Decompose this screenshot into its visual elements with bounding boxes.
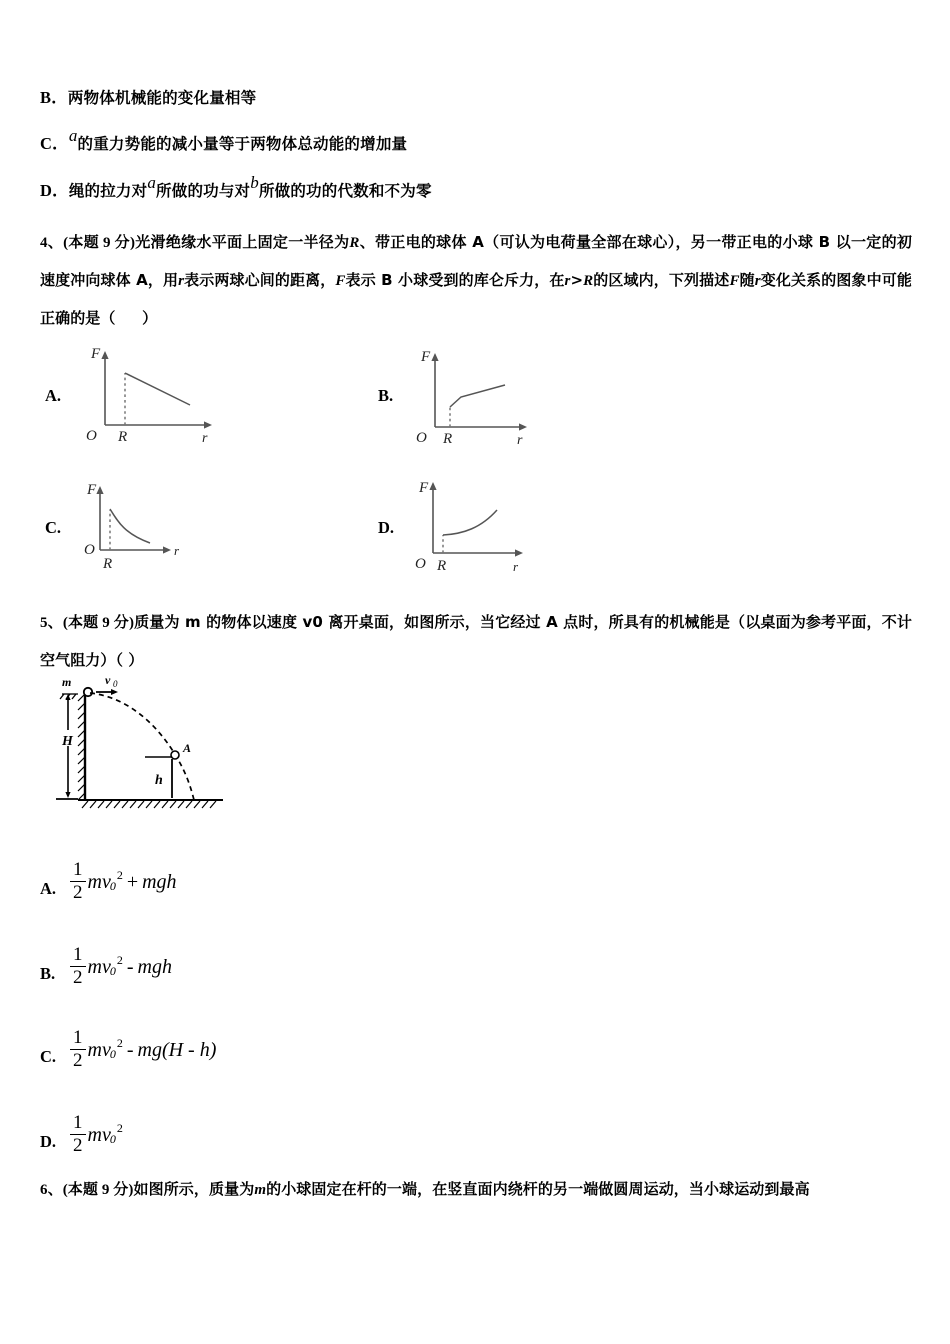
expr-subscript: 0: [109, 963, 116, 978]
svg-text:O: O: [84, 542, 95, 558]
svg-text:r: r: [517, 433, 523, 445]
option-d-text-before: 绳的拉力对: [68, 182, 148, 200]
graph-c-svg: [75, 478, 205, 573]
fraction-numerator: 1: [73, 859, 83, 881]
svg-text:v: v: [105, 673, 111, 687]
expr-superscript: 2: [116, 867, 123, 882]
option-c-text: 的重力势能的减小量等于两物体总动能的增加量: [77, 135, 408, 153]
expr-body: mv: [87, 955, 111, 978]
svg-text:A: A: [183, 741, 192, 755]
fraction-one-half: [70, 945, 86, 987]
question-4-stem: [40, 224, 912, 337]
q5-option-c-letter: C.: [40, 1047, 57, 1066]
expr-operator: -: [126, 1038, 134, 1061]
svg-text:F: F: [419, 480, 429, 496]
question-5-points: (本题 9 分): [62, 615, 135, 631]
expr-operator: +: [126, 870, 139, 893]
svg-text:0: 0: [113, 679, 118, 689]
question-6-number: 6、: [40, 1182, 63, 1198]
svg-text:h: h: [155, 773, 163, 788]
q5-option-d-letter: D.: [40, 1132, 57, 1151]
expr-tail: mg(H - h): [137, 1038, 217, 1061]
expr-superscript: 2: [116, 1035, 123, 1050]
expr-subscript: 0: [109, 878, 116, 893]
question-6-body: 如图所示，质量为m的小球固定在杆的一端，在竖直面内绕杆的另一端做圆周运动，当小球运动到最高: [133, 1180, 810, 1198]
q5-option-a-expression: [70, 861, 177, 903]
fraction-one-half: [70, 1113, 86, 1155]
svg-text:R: R: [103, 556, 113, 572]
svg-text:R: R: [118, 429, 128, 445]
fraction-one-half: [70, 860, 86, 902]
graph-option-c[interactable]: [75, 478, 205, 578]
svg-text:R: R: [443, 431, 453, 445]
svg-text:F: F: [91, 346, 101, 362]
fraction-denominator: 2: [70, 966, 86, 987]
q5-option-d-expression: [70, 1114, 123, 1156]
svg-text:r: r: [202, 431, 208, 445]
graph-d-svg: [405, 478, 540, 573]
expr-tail: mgh: [137, 955, 172, 978]
question-4-number: 4、: [40, 235, 64, 251]
expr-superscript: 2: [116, 952, 123, 967]
question-6-stem: [40, 1172, 912, 1207]
question-6-points: (本题 9 分): [62, 1182, 134, 1198]
option-d-text-after: 所做的功的代数和不为零: [258, 182, 432, 200]
svg-text:r: r: [513, 559, 519, 573]
question-5-body: 质量为 m 的物体以速度 v0 离开桌面，如图所示，当它经过 A 点时，所具有的机械能是（以桌面为参考平面，不计空气阻力）（ ）: [40, 613, 912, 669]
option-d-text-mid: 所做的功与对: [156, 182, 251, 200]
expr-body: mv: [87, 1038, 111, 1061]
expr-tail: mgh: [142, 870, 177, 893]
graph-option-b-letter[interactable]: B.: [378, 386, 394, 405]
svg-text:r: r: [174, 543, 180, 558]
question-4-points: (本题 9 分): [63, 235, 136, 251]
expr-subscript: 0: [109, 1046, 116, 1061]
q5-option-b-letter: B.: [40, 964, 56, 983]
question-4-body: 光滑绝缘水平面上固定一半径为R、带正电的球体 A（可认为电荷量全部在球心），另一带正电的小球 B 以一定的初速度冲向球体 A，用r表示两球心间的距离，F表示 B 小球受到的库仑斥力，在r>R的区域内，下列描述F随r变化关系的图象中可能正确的是（ ）: [40, 233, 912, 327]
q5-option-b-expression: [70, 946, 172, 988]
graph-option-b[interactable]: [405, 345, 545, 450]
fraction-denominator: 2: [70, 881, 86, 902]
option-b-letter: B．: [40, 88, 68, 107]
svg-text:H: H: [62, 734, 73, 749]
fraction-numerator: 1: [73, 944, 83, 966]
option-c-prev-question: [40, 125, 408, 154]
option-d-letter: D．: [40, 181, 69, 200]
graph-option-c-letter[interactable]: C.: [45, 518, 62, 537]
option-c-letter: C．: [40, 134, 69, 153]
fraction-one-half: [70, 1028, 86, 1070]
expr-subscript: 0: [109, 1131, 116, 1146]
question-5-stem: [40, 604, 912, 679]
expr-superscript: 2: [116, 1120, 123, 1135]
svg-text:O: O: [415, 556, 426, 572]
projectile-svg: [48, 672, 238, 817]
question-5-number: 5、: [40, 615, 63, 631]
q5-option-a-letter: A.: [40, 879, 57, 898]
option-d-variable-b: b: [250, 172, 259, 192]
svg-text:R: R: [437, 558, 447, 573]
expr-body: mv: [87, 1123, 111, 1146]
svg-text:O: O: [416, 430, 427, 445]
expr-body: mv: [87, 870, 111, 893]
svg-text:O: O: [86, 428, 97, 444]
option-b-prev-question: [40, 84, 256, 108]
option-c-variable-a: a: [68, 125, 78, 145]
graph-b-svg: [405, 345, 545, 445]
graph-option-a[interactable]: [78, 345, 218, 450]
fraction-numerator: 1: [73, 1027, 83, 1049]
option-b-text: 两物体机械能的变化量相等: [67, 89, 257, 107]
q5-option-c-expression: [70, 1029, 216, 1071]
svg-text:F: F: [421, 349, 431, 365]
option-d-variable-a: a: [147, 172, 157, 192]
graph-option-d-letter[interactable]: D.: [378, 518, 395, 537]
expr-operator: -: [126, 955, 134, 978]
svg-text:m: m: [62, 675, 72, 689]
svg-text:F: F: [87, 482, 97, 498]
graph-option-a-letter[interactable]: A.: [45, 386, 62, 405]
fraction-denominator: 2: [70, 1049, 86, 1070]
graph-a-svg: [78, 345, 218, 445]
fraction-numerator: 1: [73, 1112, 83, 1134]
option-d-prev-question: [40, 172, 432, 201]
graph-option-d[interactable]: [405, 478, 540, 578]
fraction-denominator: 2: [70, 1134, 86, 1155]
projectile-figure: [48, 672, 238, 822]
